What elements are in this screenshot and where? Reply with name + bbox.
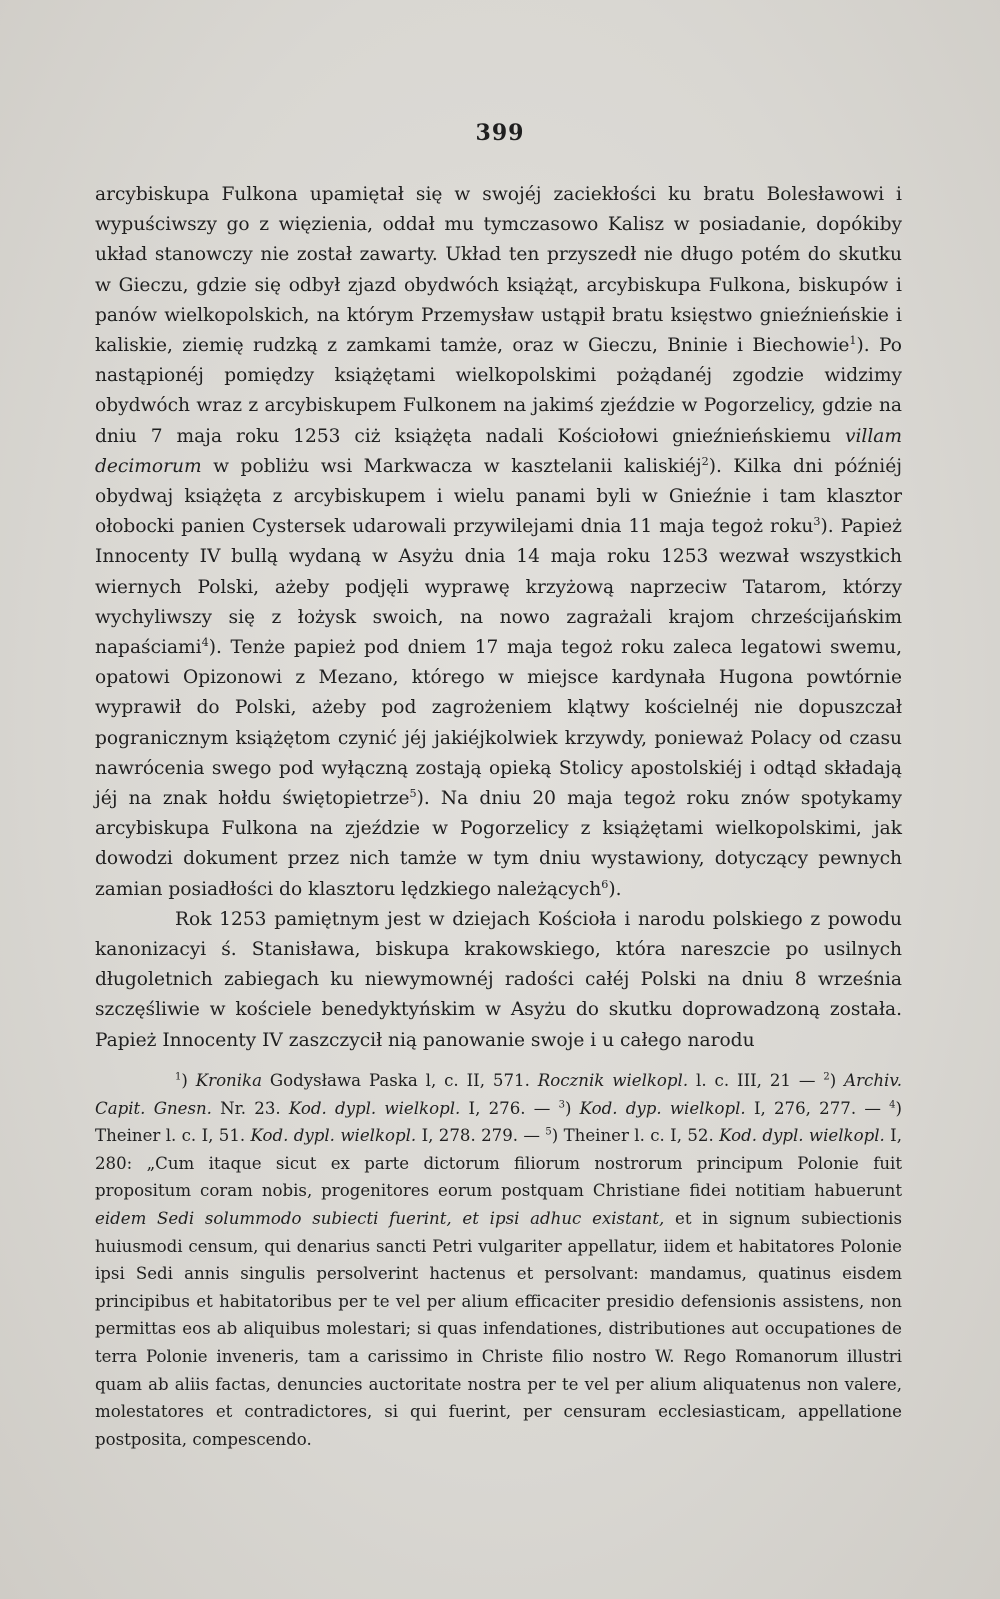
footnote-ref: 2 xyxy=(823,1071,830,1083)
footnotes xyxy=(95,1067,902,1453)
text-run: I, 276, 277. — xyxy=(745,1098,890,1118)
footnote-ref: 4 xyxy=(889,1099,896,1111)
text-run: Rok 1253 pamiętnym jest w dziejach Kościoła i narodu polskiego z powodu kanonizacyi ś. Stanisława, biskupa krakowskiego, która nareszcie po usilnych długoletnich zabiegach ku niewymownéj radości całéj Polski na dniu 8 września szczęśliwie w kościele benedyktyńskim w Asyżu do skutku doprowadzoną została. Papież Innocenty IV zaszczycił nią panowanie swoje i u całego narodu xyxy=(95,908,902,1051)
footnote-ref: 2 xyxy=(701,454,709,468)
italic-text: villam decimorum xyxy=(95,425,902,477)
italic-text: Kod. dypl. wielkopl. xyxy=(719,1126,885,1146)
text-run: arcybiskupa Fulkona upamiętał się w swojéj zaciekłości ku bratu Bolesławowi i wypuściwszy go z więzienia, oddał mu tymczasowo Kalisz w posiadanie, dopókiby układ stanowczy nie został zawarty. Układ ten przyszedł nie długo potém do skutku w Gieczu, gdzie się odbył zjazd obydwóch książąt, arcybiskupa Fulkona, biskupów i panów wielkopolskich, na którym Przemysław ustąpił bratu księstwo gnieźnieńskie i kaliskie, ziemię rudzką z zamkami tamże, oraz w Gieczu, Bninie i Biechowie xyxy=(95,184,902,357)
text-run: ). Po nastąpionéj pomiędzy książętami wielkopolskimi pożądanéj zgodzie widzimy obydwóch wraz z arcybiskupem Fulkonem na jakimś zjeździe w Pogorzelicy, gdzie na dniu 7 maja roku 1253 ciż książęta nadali Kościołowi gnieźnieńskiemu xyxy=(95,335,902,447)
text-run: ) xyxy=(829,1071,845,1090)
page-number: 399 xyxy=(475,120,525,146)
text-run: ) Theiner l. c. I, 51. xyxy=(95,1098,902,1146)
main-text xyxy=(95,180,902,1056)
text-run: Nr. 23. xyxy=(211,1098,289,1118)
footnote-ref: 3 xyxy=(813,515,821,529)
footnote-ref: 5 xyxy=(409,786,417,800)
text-run: I, 280: „Cum itaque sicut ex parte dictorum filiorum nostrorum principum Polonie fuit propositum coram nobis, progenitores eorum postquam Christiane fidei notitiam habuerunt xyxy=(95,1126,902,1201)
italic-text: Kod. dypl. wielkopl. xyxy=(288,1098,461,1118)
text-run: l. c. III, 21 — xyxy=(688,1071,824,1090)
footnote-ref: 3 xyxy=(558,1099,565,1111)
text-run: I, 278. 279. — xyxy=(416,1126,546,1146)
paragraph xyxy=(95,180,902,905)
text-run: et in signum subiectionis huiusmodi censum, qui denarius sancti Petri vulgariter appellatur, iidem et habitatores Polonie ipsi Sedi annis singulis persolverint hactenus et persolvant: mandamus, quatinus eisdem principibus et habitatoribus per te vel per alium efficaciter presidio defensionis assistens, non permittas eos ab aliquibus molestari; si quas infendationes, distributiones aut occupationes de terra Polonie inveneris, tam a carissimo in Christe filio nostro W. Rego Romanorum illustri quam ab aliis factas, denuncies auctoritate nostra per te vel per alium aliquatenus non valere, molestatores et contradictores, si qui fuerint, per censuram ecclesiasticam, appellatione postposita, compescendo. xyxy=(95,1208,902,1449)
italic-text: Rocznik wielkopl. xyxy=(537,1071,689,1090)
text-run: ). Tenże papież pod dniem 17 maja tegoż roku zaleca legatowi swemu, opatowi Opizonowi z Mezano, którego w miejsce kardynała Hugona powtórnie wyprawił do Polski, ażeby pod zagrożeniem klątwy kościelnéj nie dopuszczał pogranicznym książętom czynić jéj jakiéjkolwiek krzywdy, ponieważ Polacy od czasu nawrócenia swego pod wyłączną zostają opieką Stolicy apostolskiéj i odtąd składają jéj na znak hołdu świętopietrze xyxy=(95,637,902,810)
text-run: ) Theiner l. c. I, 52. xyxy=(551,1126,720,1146)
text-run: ). xyxy=(608,878,622,900)
italic-text: Kod. dyp. wielkopl. xyxy=(579,1098,746,1118)
footnote-block xyxy=(95,1067,902,1453)
footnote-ref: 1 xyxy=(175,1071,182,1083)
text-run: ). Na dniu 20 maja tegoż roku znów spotykamy arcybiskupa Fulkona na zjeździe w Pogorzelicy z książętami wielkopolskimi, jak dowodzi dokument przez nich tamże w tym dniu wystawiony, dotyczący pewnych zamian posiadłości do klasztoru lędzkiego należących xyxy=(95,788,902,900)
text-run: w pobliżu wsi Markwacza w kasztelanii kaliskiéj xyxy=(201,455,702,477)
italic-text: Archiv. Capit. Gnesn. xyxy=(95,1071,903,1118)
text-run: I, 276. — xyxy=(460,1098,559,1118)
italic-text: Kronika xyxy=(195,1071,262,1090)
footnote-ref: 6 xyxy=(601,877,609,891)
paragraph xyxy=(95,905,902,1056)
text-run: ) xyxy=(181,1071,196,1090)
footnote-ref: 5 xyxy=(545,1126,552,1138)
footnote-ref: 4 xyxy=(201,635,209,649)
text-run: Godysława Paska l, c. II, 571. xyxy=(262,1071,538,1090)
italic-text: Kod. dypl. wielkopl. xyxy=(250,1126,417,1146)
text-run: ). Papież Innocenty IV bullą wydaną w Asyżu dnia 14 maja roku 1253 wezwał wszystkich wiernych Polski, ażeby podjęli wyprawę krzyżową naprzeciw Tatarom, którzy wychyliwszy się z łożysk swoich, na nowo zagrażali krajom chrześcijańskim napaściami xyxy=(95,516,902,659)
footnote-ref: 1 xyxy=(849,333,857,347)
text-run: ). Kilka dni późniéj obydwaj książęta z arcybiskupem i wielu panami byli w Gnieźnie i tam klasztor ołobocki panien Cystersek udarowali przywilejami dnia 11 maja tegoż roku xyxy=(95,455,902,538)
text-run: ) xyxy=(564,1098,580,1118)
italic-text: eidem Sedi solummodo subiecti fuerint, et ipsi adhuc existant, xyxy=(95,1208,665,1228)
